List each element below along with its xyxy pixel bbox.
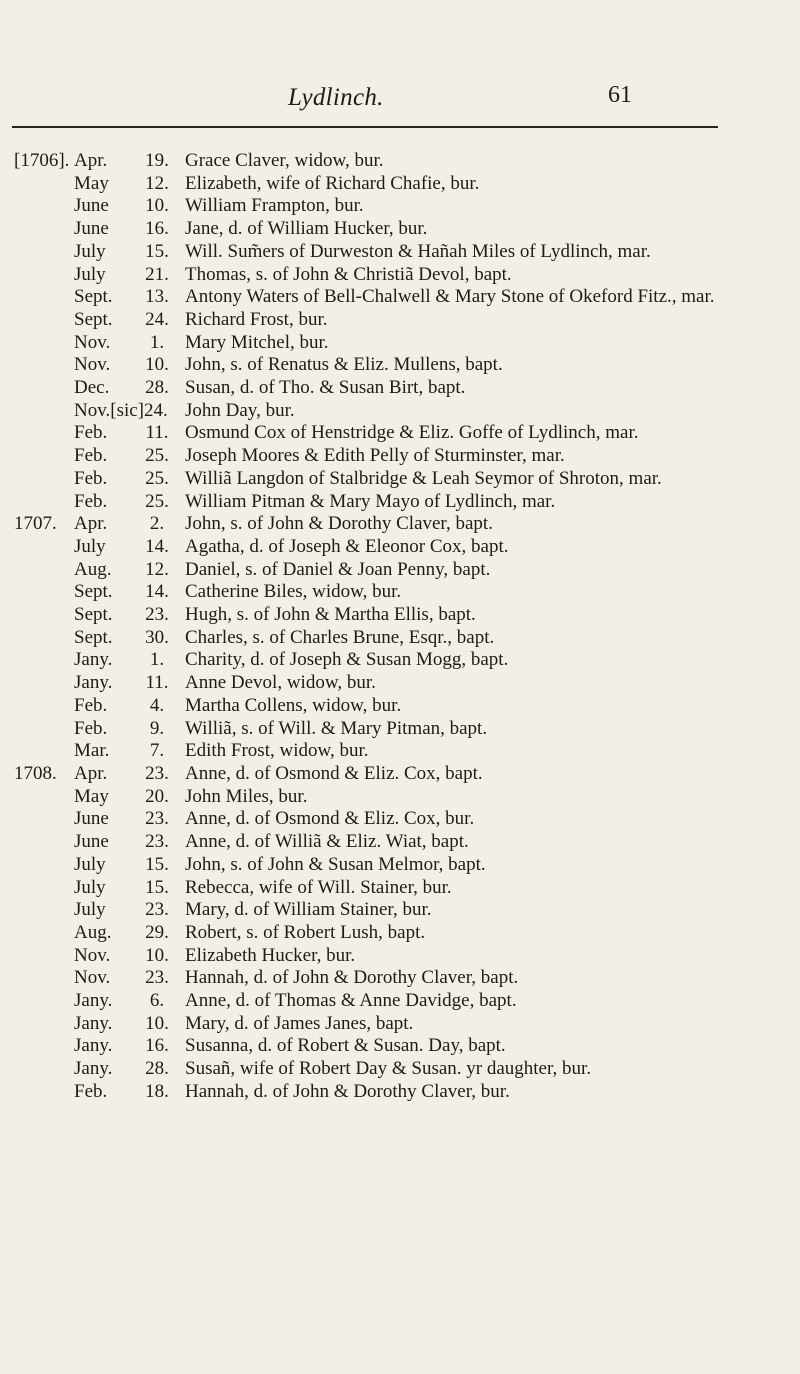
entry-month: July xyxy=(74,876,106,898)
entry-text: Anne, d. of Williã & Eliz. Wiat, bapt. xyxy=(185,831,469,853)
entry-month: Feb. xyxy=(74,694,108,716)
entry-text: John, s. of Renatus & Eliz. Mullens, bapt. xyxy=(185,354,503,376)
entry-day: 29. xyxy=(145,921,169,943)
entry-text: Susañ, wife of Robert Day & Susan. yr daughter, bur. xyxy=(185,1058,592,1080)
entry-day: 15. xyxy=(145,853,169,875)
register-entry xyxy=(0,1035,800,1058)
entry-year: 1708. xyxy=(14,762,57,784)
page-number: 61 xyxy=(608,82,632,108)
register-entry xyxy=(0,422,800,445)
register-entry xyxy=(0,195,800,218)
entry-day: 13. xyxy=(145,286,169,308)
entry-day: 15. xyxy=(145,876,169,898)
entry-day: 1. xyxy=(149,649,165,671)
entry-month: Apr. xyxy=(74,513,108,535)
entry-day: 23. xyxy=(145,899,169,921)
entry-month: Feb. xyxy=(74,422,108,444)
entry-month: Jany. xyxy=(74,1058,113,1080)
entry-day: 12. xyxy=(145,172,169,194)
register-entry xyxy=(0,309,800,332)
entry-day: 14. xyxy=(145,535,169,557)
entry-text: Daniel, s. of Daniel & Joan Penny, bapt. xyxy=(185,558,491,580)
register-entry xyxy=(0,649,800,672)
entry-day: 10. xyxy=(145,195,169,217)
entry-day: 11. xyxy=(145,422,169,444)
entry-month: Sept. xyxy=(74,286,113,308)
entry-text: Agatha, d. of Joseph & Eleonor Cox, bapt. xyxy=(185,535,509,557)
entry-day: 10. xyxy=(145,354,169,376)
entry-day: 25. xyxy=(145,445,169,467)
entry-day: 16. xyxy=(145,218,169,240)
entry-month: Aug. xyxy=(74,558,112,580)
entry-text: Hannah, d. of John & Dorothy Claver, bur. xyxy=(185,1080,510,1102)
entry-text: Hannah, d. of John & Dorothy Claver, bapt. xyxy=(185,967,519,989)
entry-month: Jany. xyxy=(74,649,113,671)
register-entry xyxy=(0,377,800,400)
entry-day: 10. xyxy=(145,1012,169,1034)
register-entry xyxy=(0,945,800,968)
entry-day: 6. xyxy=(149,990,165,1012)
entry-day: 12. xyxy=(145,558,169,580)
entry-text: Mary Mitchel, bur. xyxy=(185,331,329,353)
entry-month: Sept. xyxy=(74,581,113,603)
entry-month: Nov. xyxy=(74,354,111,376)
register-entry xyxy=(0,831,800,854)
entry-day: 14. xyxy=(145,581,169,603)
register-entry xyxy=(0,559,800,582)
entry-text: Jane, d. of William Hucker, bur. xyxy=(185,218,428,240)
register-entry xyxy=(0,1081,800,1104)
register-entry xyxy=(0,627,800,650)
entry-day: 10. xyxy=(145,944,169,966)
register-entry xyxy=(0,445,800,468)
register-entry xyxy=(0,400,800,423)
entry-month: July xyxy=(74,899,106,921)
entry-day: 11. xyxy=(145,672,169,694)
entry-text: Catherine Biles, widow, bur. xyxy=(185,581,402,603)
entry-day: 28. xyxy=(145,1058,169,1080)
register-entry xyxy=(0,718,800,741)
register-entry xyxy=(0,1058,800,1081)
entry-month: Apr. xyxy=(74,150,108,171)
entry-month: Nov. xyxy=(74,331,111,353)
entry-day: 25. xyxy=(145,467,169,489)
entry-day: 16. xyxy=(145,1035,169,1057)
entry-day: 7. xyxy=(149,740,165,762)
register-entry xyxy=(0,854,800,877)
entry-month: Dec. xyxy=(74,377,110,399)
entry-day: 1. xyxy=(149,331,165,353)
entry-day: 25. xyxy=(145,490,169,512)
entry-text: Joseph Moores & Edith Pelly of Sturminster, mar. xyxy=(185,445,565,467)
entry-month: Feb. xyxy=(74,445,108,467)
entry-month: Nov. xyxy=(74,967,111,989)
entry-text: Anne, d. of Thomas & Anne Davidge, bapt. xyxy=(185,990,517,1012)
register-entry xyxy=(0,173,800,196)
entry-text: Richard Frost, bur. xyxy=(185,308,328,330)
entry-text: John, s. of John & Susan Melmor, bapt. xyxy=(185,853,486,875)
entry-month: June xyxy=(74,195,109,217)
register-entry xyxy=(0,150,800,173)
register-entry xyxy=(0,513,800,536)
entry-month: Sept. xyxy=(74,308,113,330)
register-entry xyxy=(0,218,800,241)
register-entry xyxy=(0,672,800,695)
entry-month: Jany. xyxy=(74,1035,113,1057)
entry-text: Grace Claver, widow, bur. xyxy=(185,150,384,171)
entry-day: 24. xyxy=(145,308,169,330)
entry-text: Will. Sum̃ers of Durweston & Hañah Miles of Lydlinch, mar. xyxy=(185,240,651,262)
entry-month: Feb. xyxy=(74,1080,108,1102)
entry-month: June xyxy=(74,831,109,853)
register-entry xyxy=(0,740,800,763)
entry-day: 23. xyxy=(145,808,169,830)
entry-month: Jany. xyxy=(74,672,113,694)
entry-day: 20. xyxy=(145,785,169,807)
entry-month: July xyxy=(74,535,106,557)
entry-month: May xyxy=(74,172,109,194)
entry-text: Mary, d. of William Stainer, bur. xyxy=(185,899,432,921)
entry-month: Feb. xyxy=(74,717,108,739)
register-entry xyxy=(0,468,800,491)
register-entry xyxy=(0,264,800,287)
entry-month: Sept. xyxy=(74,626,113,648)
entry-month: June xyxy=(74,808,109,830)
entry-text: Antony Waters of Bell-Chalwell & Mary Stone of Okeford Fitz., mar. xyxy=(185,286,715,308)
entry-month: May xyxy=(74,785,109,807)
register-entry xyxy=(0,695,800,718)
register-entry xyxy=(0,808,800,831)
entry-text: Anne, d. of Osmond & Eliz. Cox, bapt. xyxy=(185,762,483,784)
entry-day: 4. xyxy=(149,694,165,716)
running-title: Lydlinch. xyxy=(288,84,384,111)
register-entry xyxy=(0,922,800,945)
entry-month: Jany. xyxy=(74,990,113,1012)
entry-month: Nov.[sic]24. xyxy=(74,399,168,421)
entry-month: Feb. xyxy=(74,490,108,512)
register-entry xyxy=(0,536,800,559)
entry-text: Anne Devol, widow, bur. xyxy=(185,672,376,694)
register-entry xyxy=(0,877,800,900)
register-entry xyxy=(0,967,800,990)
entry-text: Anne, d. of Osmond & Eliz. Cox, bur. xyxy=(185,808,475,830)
entry-text: John Day, bur. xyxy=(185,399,295,421)
entry-day: 19. xyxy=(145,150,169,171)
entry-month: July xyxy=(74,263,106,285)
entry-text: Williã Langdon of Stalbridge & Leah Seymor of Shroton, mar. xyxy=(185,467,662,489)
entry-day: 15. xyxy=(145,240,169,262)
entry-day: 28. xyxy=(145,377,169,399)
entry-month: Jany. xyxy=(74,1012,113,1034)
entry-day: 9. xyxy=(149,717,165,739)
entry-text: Hugh, s. of John & Martha Ellis, bapt. xyxy=(185,604,476,626)
entry-text: John Miles, bur. xyxy=(185,785,308,807)
entry-text: Robert, s. of Robert Lush, bapt. xyxy=(185,921,426,943)
entry-day: 2. xyxy=(149,513,165,535)
entry-month: Apr. xyxy=(74,762,108,784)
entry-day: 18. xyxy=(145,1080,169,1102)
register-entry xyxy=(0,763,800,786)
register-entries xyxy=(0,150,800,1104)
entry-year: 1707. xyxy=(14,513,57,535)
entry-text: Elizabeth, wife of Richard Chafie, bur. xyxy=(185,172,480,194)
entry-day: 23. xyxy=(145,831,169,853)
entry-text: Thomas, s. of John & Christiã Devol, bapt. xyxy=(185,263,512,285)
entry-month: Nov. xyxy=(74,944,111,966)
entry-text: Williã, s. of Will. & Mary Pitman, bapt. xyxy=(185,717,488,739)
entry-month: Mar. xyxy=(74,740,110,762)
header-rule xyxy=(12,126,718,128)
entry-year: [1706]. xyxy=(14,150,70,171)
entry-text: Elizabeth Hucker, bur. xyxy=(185,944,356,966)
register-entry xyxy=(0,286,800,309)
register-entry xyxy=(0,332,800,355)
entry-month: July xyxy=(74,240,106,262)
register-entry xyxy=(0,1013,800,1036)
entry-month: Feb. xyxy=(74,467,108,489)
entry-text: Rebecca, wife of Will. Stainer, bur. xyxy=(185,876,452,898)
register-entry xyxy=(0,491,800,514)
entry-day: 23. xyxy=(145,604,169,626)
register-entry xyxy=(0,786,800,809)
entry-day: 23. xyxy=(145,762,169,784)
entry-text: William Frampton, bur. xyxy=(185,195,364,217)
entry-month: Aug. xyxy=(74,921,112,943)
entry-text: Osmund Cox of Henstridge & Eliz. Goffe of Lydlinch, mar. xyxy=(185,422,639,444)
entry-month: June xyxy=(74,218,109,240)
entry-text: Susan, d. of Tho. & Susan Birt, bapt. xyxy=(185,377,466,399)
entry-day: 23. xyxy=(145,967,169,989)
entry-text: Charity, d. of Joseph & Susan Mogg, bapt. xyxy=(185,649,509,671)
register-entry xyxy=(0,241,800,264)
entry-day: 30. xyxy=(145,626,169,648)
entry-day: 21. xyxy=(145,263,169,285)
entry-text: Mary, d. of James Janes, bapt. xyxy=(185,1012,414,1034)
entry-month: July xyxy=(74,853,106,875)
register-entry xyxy=(0,354,800,377)
entry-text: Susanna, d. of Robert & Susan. Day, bapt. xyxy=(185,1035,506,1057)
entry-text: William Pitman & Mary Mayo of Lydlinch, mar. xyxy=(185,490,556,512)
entry-month: Sept. xyxy=(74,604,113,626)
register-entry xyxy=(0,899,800,922)
register-entry xyxy=(0,604,800,627)
page-header xyxy=(0,70,800,130)
register-entry xyxy=(0,581,800,604)
entry-text: Charles, s. of Charles Brune, Esqr., bapt. xyxy=(185,626,495,648)
register-entry xyxy=(0,990,800,1013)
entry-text: Martha Collens, widow, bur. xyxy=(185,694,402,716)
entry-text: John, s. of John & Dorothy Claver, bapt. xyxy=(185,513,493,535)
entry-text: Edith Frost, widow, bur. xyxy=(185,740,369,762)
